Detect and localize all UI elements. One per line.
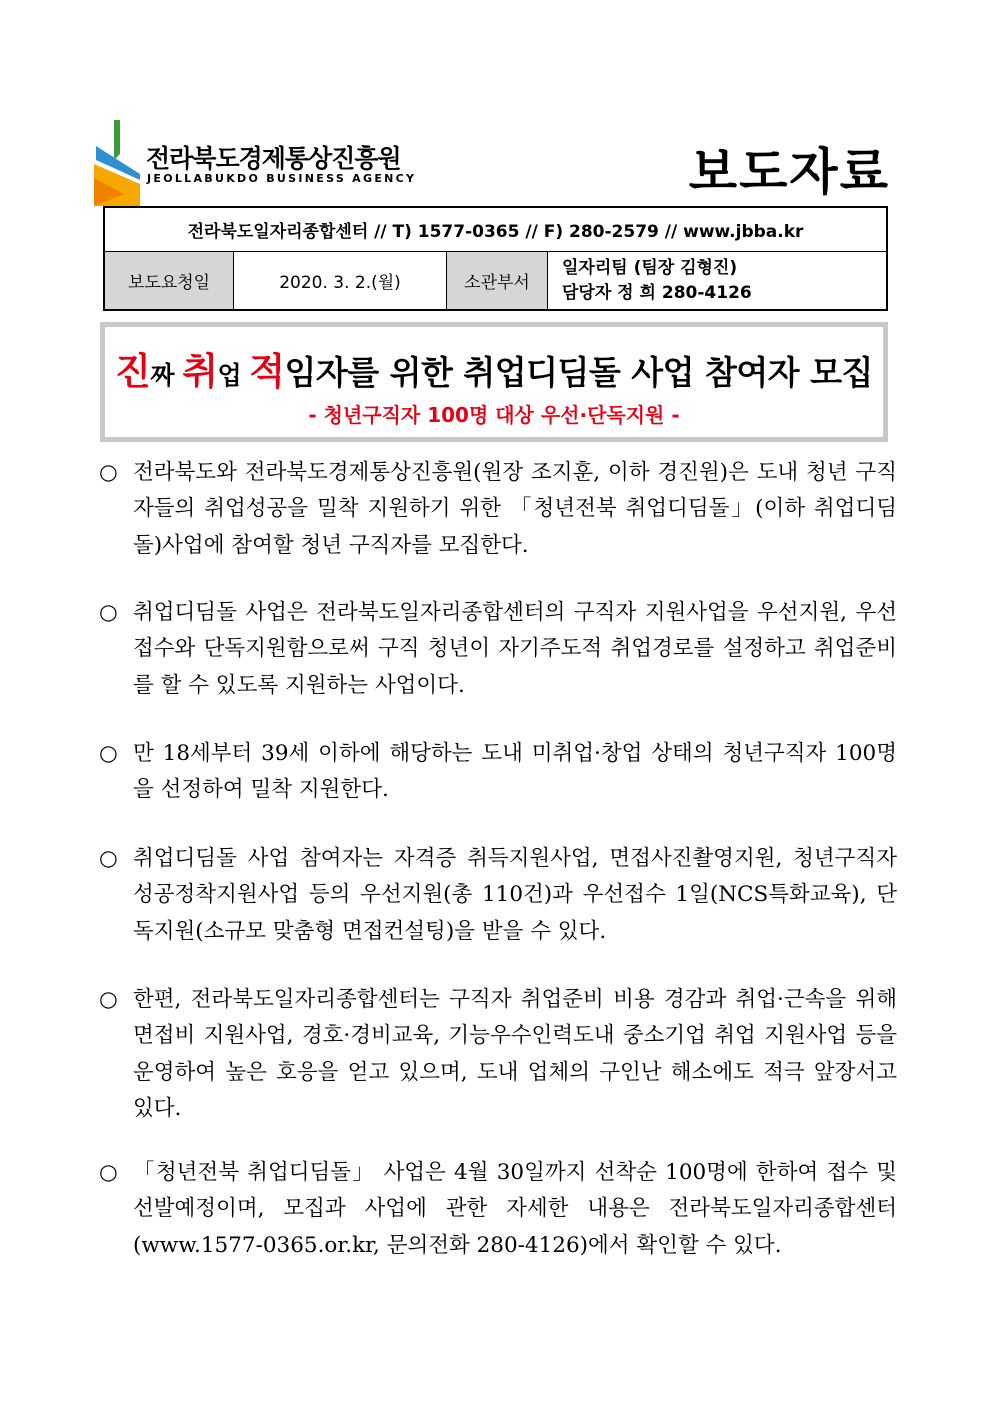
paragraph-6 [99, 1155, 897, 1264]
paragraph-text: 취업디딤돌 사업은 전라북도일자리종합센터의 구직자 지원사업을 우선지원, 우선접수와 단독지원함으로써 구직 청년이 자기주도적 취업경로를 설정하고 취업준비를 할 수 있도록 지원하는 사업이다. [133, 600, 897, 698]
bullet-mark: ○ [99, 741, 118, 766]
headline-part-4: 업 [217, 361, 250, 390]
paragraph-text: 한편, 전라북도일자리종합센터는 구직자 취업준비 비용 경감과 취업·근속을 위해 면접비 지원사업, 경호·경비교육, 기능우수인력도내 중소기업 취업 지원사업 등을 운영하여 높은 호응을 얻고 있으며, 도내 업체의 구인난 해소에도 적극 앞장서고 있다. [133, 987, 897, 1121]
headline-part-6: 임자를 위한 취업디딤돌 사업 참여자 모집 [284, 353, 873, 392]
headline-subtitle: - 청년구직자 100명 대상 우선·단독지원 - [308, 403, 680, 427]
paragraph-5 [99, 982, 897, 1127]
bullet-mark: ○ [99, 460, 118, 485]
paragraph-2 [99, 595, 897, 704]
bullet-mark: ○ [99, 1160, 118, 1185]
headline-highlight-1: 진 [115, 350, 151, 393]
headline-highlight-2: 취 [182, 350, 218, 393]
paragraph-4 [99, 841, 897, 950]
paragraph-text: 전라북도와 전라북도경제통상진흥원(원장 조지훈, 이하 경진원)은 도내 청년 구직자들의 취업성공을 밀착 지원하기 위한 「청년전북 취업디딤돌」(이하 취업디딤돌)사업에 참여할 청년 구직자를 모집한다. [133, 460, 897, 558]
contact-info-table [103, 206, 888, 311]
paragraph-text: 취업디딤돌 사업 참여자는 자격증 취득지원사업, 면접사진촬영지원, 청년구직자 성공정착지원사업 등의 우선지원(총 110건)과 우선접수 1일(NCS특화교육), 단독지원(소규모 맞춤형 면접컨설팅)을 받을 수 있다. [133, 846, 897, 944]
request-date-label: 보도요청일 [104, 252, 234, 311]
center-contact-line: 전라북도일자리종합센터 // T) 1577-0365 // F) 280-2579 // www.jbba.kr [104, 207, 887, 252]
headline-part-2: 짜 [150, 361, 183, 390]
bullet-mark: ○ [99, 987, 118, 1012]
paragraph-text: 「청년전북 취업디딤돌」 사업은 4월 30일까지 선착순 100명에 한하여 접수 및 선발예정이며, 모집과 사업에 관한 자세한 내용은 전라북도일자리종합센터(www.1577-0365.or.kr, 문의전화 280-4126)에서 확인할 수 있다. [133, 1160, 897, 1258]
contact-person: 담당자 정 희 280-4126 [562, 282, 752, 303]
headline-box [100, 322, 888, 442]
org-name: 전라북도경제통상진흥원 [146, 144, 401, 173]
department-label: 소관부서 [447, 252, 548, 311]
agency-logo [94, 120, 140, 206]
paragraph-1 [99, 455, 897, 564]
paragraph-text: 만 18세부터 39세 이하에 해당하는 도내 미취업·창업 상태의 청년구직자 100명을 선정하여 밀착 지원한다. [133, 741, 897, 803]
request-date: 2020. 3. 2.(월) [234, 252, 447, 311]
document-type-title: 보도자료 [688, 143, 890, 201]
department-team: 일자리팀 (팀장 김형진) [562, 257, 738, 278]
headline-highlight-3: 적 [249, 350, 285, 393]
bullet-mark: ○ [99, 600, 118, 625]
bullet-mark: ○ [99, 846, 118, 871]
headline [105, 341, 883, 395]
department-contact [548, 252, 888, 311]
paragraph-3 [99, 736, 897, 809]
org-name-english: JEOLLABUKDO BUSINESS AGENCY [147, 172, 417, 185]
